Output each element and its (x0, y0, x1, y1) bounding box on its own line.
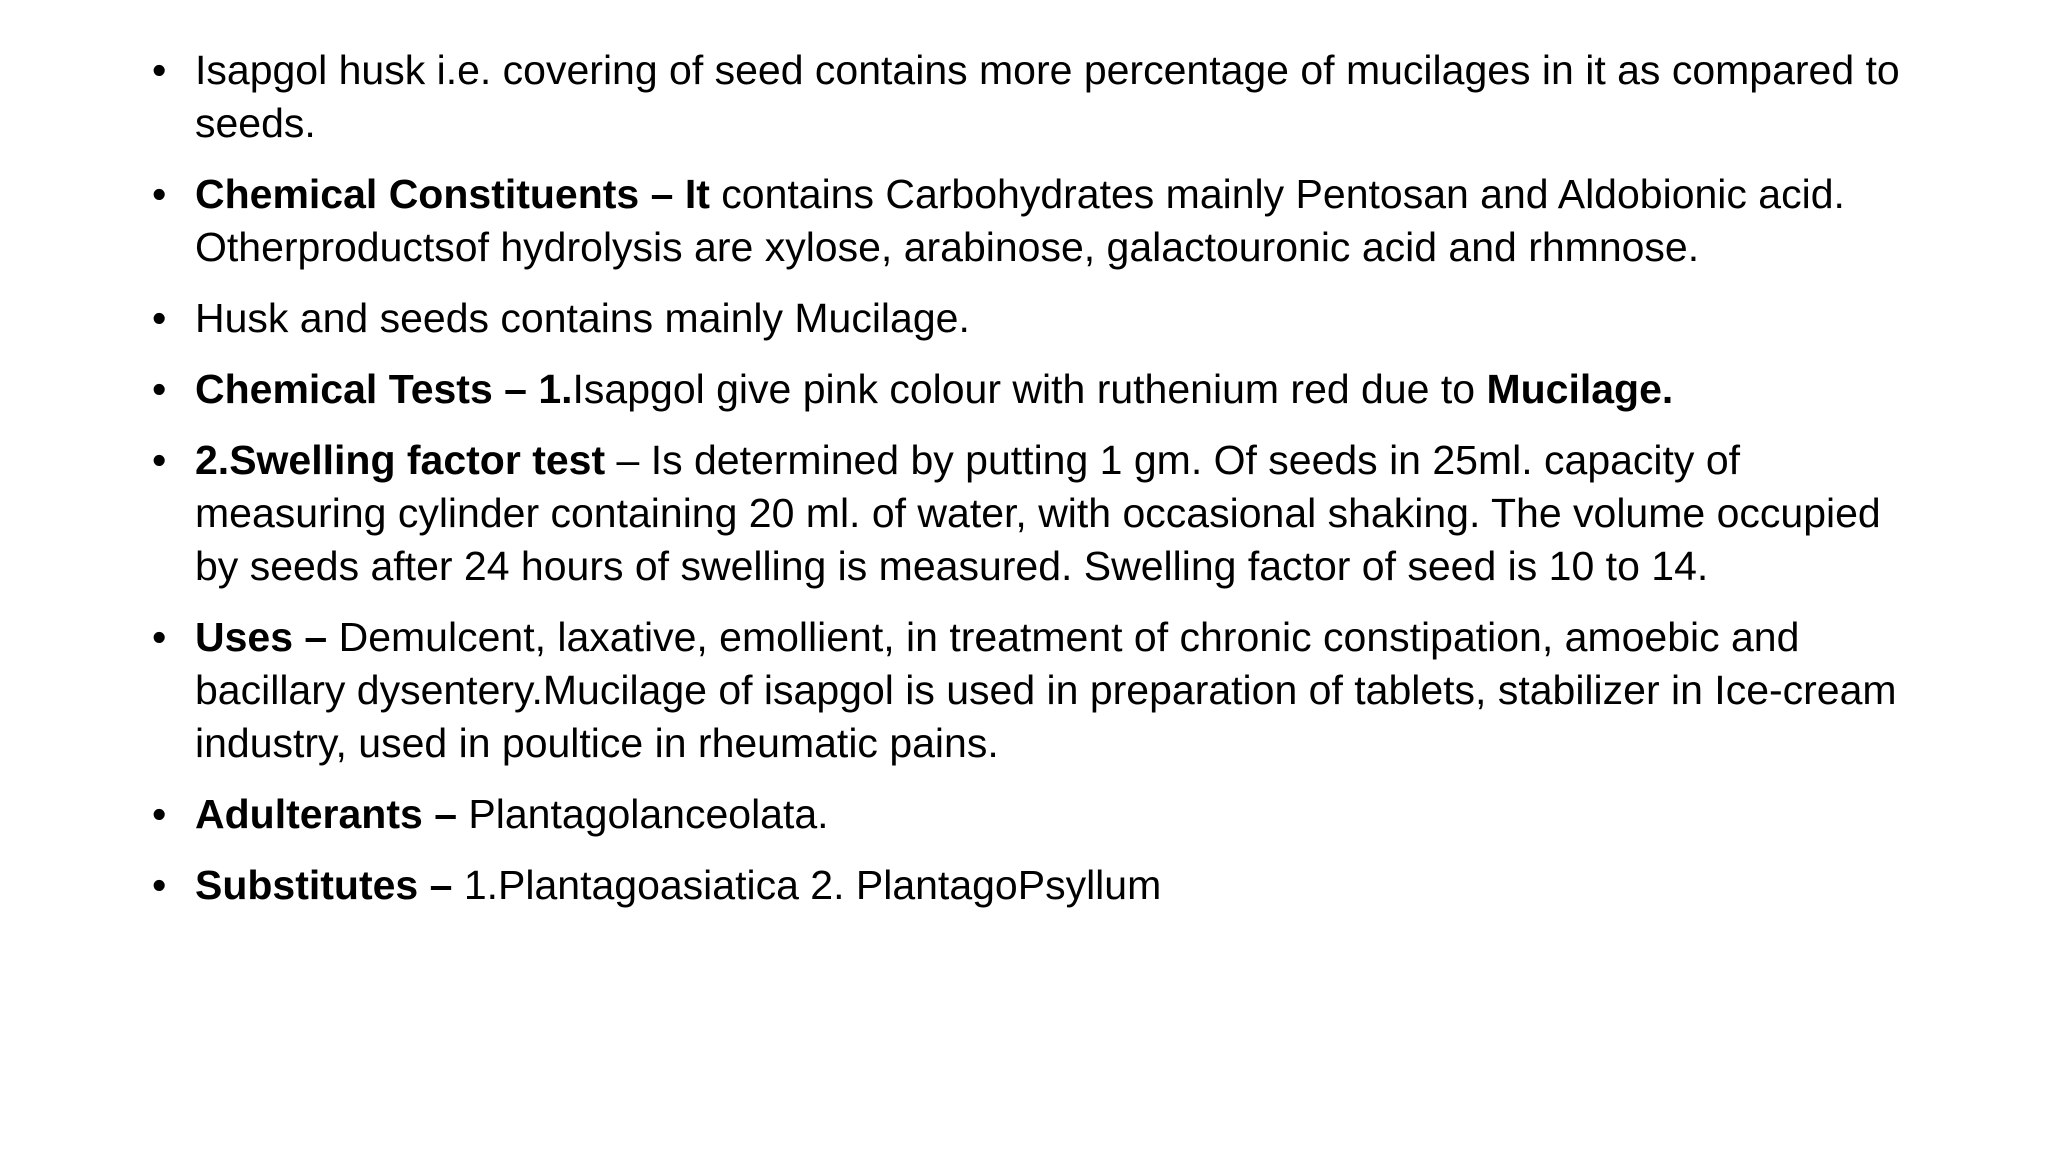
bullet-item-chemical-tests (150, 363, 1910, 416)
bullet-item-chemical-constituents (150, 168, 1910, 274)
bullet-lead: 2.Swelling factor test (195, 437, 606, 483)
bullet-item-husk-seeds (150, 292, 1910, 345)
bullet-marker: • (152, 862, 167, 908)
slide-content (150, 44, 1910, 930)
bullet-marker: • (152, 295, 167, 341)
bullet-marker: • (152, 47, 167, 93)
bullet-marker: • (152, 791, 167, 837)
bullet-text: Isapgol give pink colour with ruthenium red due to (572, 366, 1487, 412)
bullet-lead: Chemical Tests – 1. (195, 366, 573, 412)
bullet-text: 1.Plantagoasiatica 2. PlantagoPsyllum (452, 862, 1162, 908)
bullet-text: Husk and seeds contains mainly Mucilage. (195, 295, 970, 341)
bullet-text: Demulcent, laxative, emollient, in treatment of chronic constipation, amoebic and bacillary dysentery.Mucilage of isapgol is used in preparation of tablets, stabilizer in Ice-cream industry, used in poultice in rheumatic pains. (195, 614, 1897, 766)
bullet-lead: Chemical Constituents – It (195, 171, 710, 217)
bullet-text: Plantagolanceolata. (457, 791, 829, 837)
bullet-item-uses (150, 611, 1910, 770)
bullet-item-swelling-factor (150, 434, 1910, 593)
bullet-lead: Adulterants – (195, 791, 457, 837)
bullet-item-adulterants (150, 788, 1910, 841)
bullet-text: contains Carbohydrates mainly Pentosan and Aldobionic acid. Otherproductsof hydrolysis are xylose, arabinose, galactouronic acid and rhmnose. (195, 171, 1845, 270)
bullet-marker: • (152, 366, 167, 412)
bullet-marker: • (152, 171, 167, 217)
bullet-item-husk (150, 44, 1910, 150)
bullet-lead: Substitutes – (195, 862, 453, 908)
bullet-text: – Is determined by putting 1 gm. Of seeds in 25ml. capacity of measuring cylinder containing 20 ml. of water, with occasional shaking. The volume occupied by seeds after 24 hours of swelling is measured. Swelling factor of seed is 10 to 14. (195, 437, 1881, 589)
bullet-lead: Uses – (195, 614, 328, 660)
bullet-tail: Mucilage. (1486, 366, 1674, 412)
bullet-list (150, 44, 1910, 912)
bullet-item-substitutes (150, 859, 1910, 912)
bullet-marker: • (152, 437, 167, 483)
bullet-text: Isapgol husk i.e. covering of seed contains more percentage of mucilages in it as compared to seeds. (195, 47, 1900, 146)
bullet-marker: • (152, 614, 167, 660)
